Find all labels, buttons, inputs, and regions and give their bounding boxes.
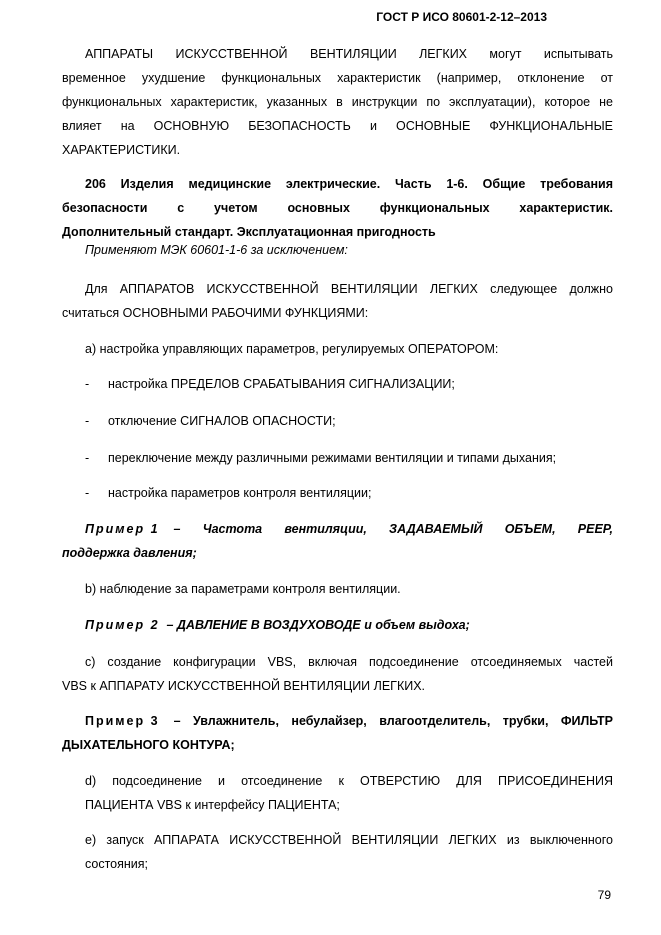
item-line: e) запуск АППАРАТА ИСКУССТВЕННОЙ ВЕНТИЛЯЦИИ ЛЕГКИХ из выключенного xyxy=(85,833,613,847)
list-item-e xyxy=(85,828,613,876)
dash-bullet: - xyxy=(85,414,90,428)
item-line: ПАЦИЕНТА VBS к интерфейсу ПАЦИЕНТА; xyxy=(85,798,340,812)
page-number: 79 xyxy=(597,888,611,902)
applies-text: Применяют МЭК 60601-1-6 за исключением: xyxy=(85,243,348,257)
paragraph-line: ХАРАКТЕРИСТИКИ. xyxy=(62,143,181,157)
example-label: Пример 1 xyxy=(85,522,160,536)
list-item-d xyxy=(85,769,613,817)
dash-item: переключение между различными режимами вентиляции и типами дыхания; xyxy=(108,451,557,465)
example-1 xyxy=(62,517,613,565)
example-text: – ДАВЛЕНИЕ В ВОЗДУХОВОДЕ и объем выдоха; xyxy=(166,618,470,632)
example-text: – Увлажнитель, небулайзер, влагоотделитель, трубки, ФИЛЬТР xyxy=(173,714,613,728)
dash-item: настройка ПРЕДЕЛОВ СРАБАТЫВАНИЯ СИГНАЛИЗАЦИИ; xyxy=(108,377,455,391)
example-text-cont: поддержка давления; xyxy=(62,546,197,560)
dash-item: настройка параметров контроля вентиляции; xyxy=(108,486,372,500)
paragraph-ventilator-degradation xyxy=(62,42,613,162)
item-line: c) создание конфигурации VBS, включая подсоединение отсоединяемых частей xyxy=(85,655,613,669)
heading-line: 206 Изделия медицинские электрические. Часть 1-6. Общие требования xyxy=(85,177,613,191)
paragraph-line: влияет на ОСНОВНУЮ БЕЗОПАСНОСТЬ и ОСНОВНЫЕ ФУНКЦИОНАЛЬНЫЕ xyxy=(62,119,613,133)
document-header: ГОСТ Р ИСО 80601-2-12–2013 xyxy=(376,10,547,24)
paragraph-line: Для АППАРАТОВ ИСКУССТВЕННОЙ ВЕНТИЛЯЦИИ ЛЕГКИХ следующее должно xyxy=(85,282,613,296)
paragraph-line: временное ухудшение функциональных характеристик (например, отклонение от xyxy=(62,71,613,85)
example-2 xyxy=(85,613,613,637)
dash-bullet: - xyxy=(85,377,90,391)
paragraph-line: АППАРАТЫ ИСКУССТВЕННОЙ ВЕНТИЛЯЦИИ ЛЕГКИХ могут испытывать xyxy=(85,47,613,61)
paragraph-line: считаться ОСНОВНЫМИ РАБОЧИМИ ФУНКЦИЯМИ: xyxy=(62,306,369,320)
paragraph-line: функциональных характеристик, указанных в инструкции по эксплуатации), которое не xyxy=(62,95,613,109)
heading-line: Дополнительный стандарт. Эксплуатационная пригодность xyxy=(62,225,436,239)
dash-item: отключение СИГНАЛОВ ОПАСНОСТИ; xyxy=(108,414,336,428)
example-3-line xyxy=(62,709,613,733)
item-line: d) подсоединение и отсоединение к ОТВЕРСТИЮ ДЛЯ ПРИСОЕДИНЕНИЯ xyxy=(85,774,613,788)
list-item-b: b) наблюдение за параметрами контроля вентиляции. xyxy=(85,582,401,596)
section-206-heading xyxy=(62,172,613,244)
example-2-line xyxy=(85,613,613,637)
example-label: Пример 3 xyxy=(85,714,160,728)
applies-note xyxy=(85,238,613,262)
list-item-a: a) настройка управляющих параметров, регулируемых ОПЕРАТОРОМ: xyxy=(85,342,499,356)
item-line: VBS к АППАРАТУ ИСКУССТВЕННОЙ ВЕНТИЛЯЦИИ ЛЕГКИХ. xyxy=(62,679,426,693)
paragraph-main-functions xyxy=(62,277,613,325)
example-text-cont: ДЫХАТЕЛЬНОГО КОНТУРА; xyxy=(62,738,235,752)
item-line: состояния; xyxy=(85,857,149,871)
example-label: Пример 2 xyxy=(85,618,160,632)
example-3 xyxy=(62,709,613,757)
example-text: – Частота вентиляции, ЗАДАВАЕМЫЙ ОБЪЕМ, PEEP, xyxy=(173,522,613,536)
heading-line: безопасности с учетом основных функциональных характеристик. xyxy=(62,201,613,215)
dash-bullet: - xyxy=(85,486,90,500)
dash-bullet: - xyxy=(85,451,90,465)
list-item-c xyxy=(62,650,613,698)
example-1-line xyxy=(62,517,613,541)
